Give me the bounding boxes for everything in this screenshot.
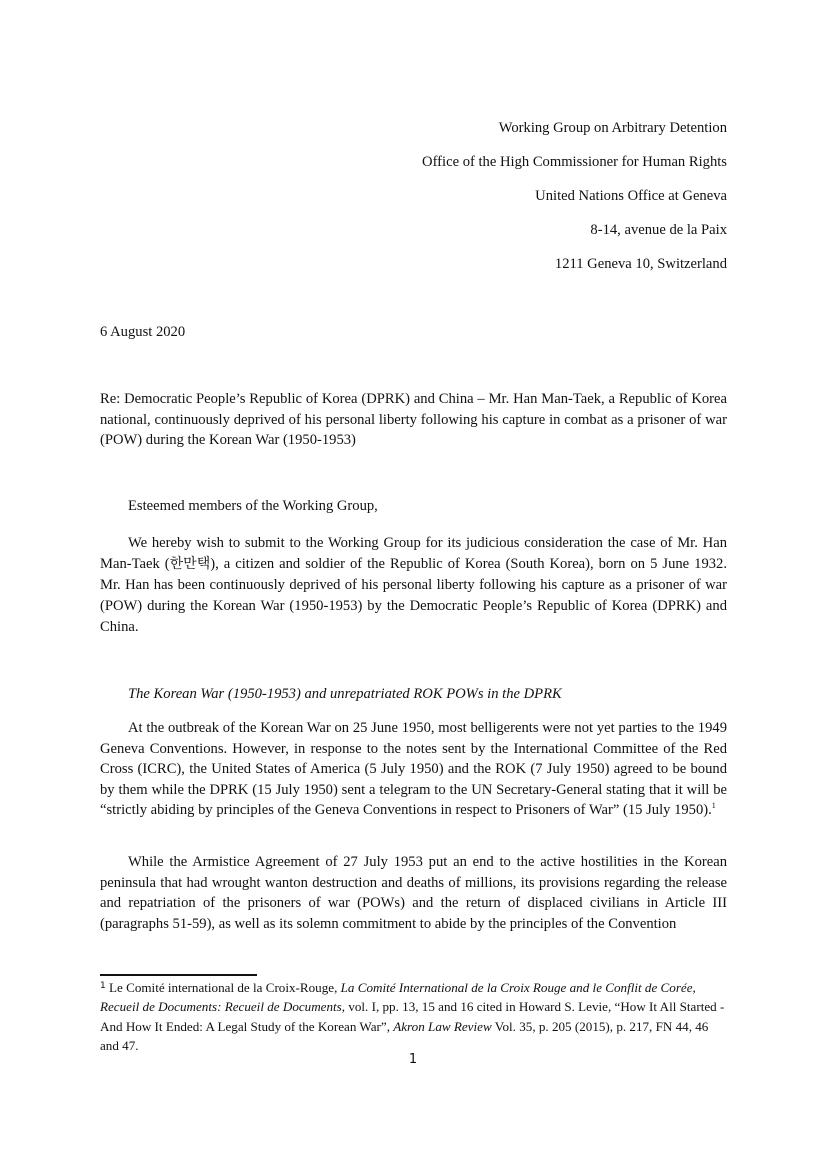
- recipient-line-4: 8-14, avenue de la Paix: [590, 222, 727, 238]
- section-heading: The Korean War (1950-1953) and unrepatriated ROK POWs in the DPRK: [128, 686, 562, 702]
- salutation: Esteemed members of the Working Group,: [128, 498, 378, 514]
- footnote-italic-title: La Comité International de la Croix Rouge and le Conflit de Corée, Recueil de Documents: Recueil de Documents: [100, 980, 696, 1015]
- korean-name: 한만택: [169, 555, 211, 572]
- footnote-1: [100, 978, 727, 1055]
- footnote-text-a: Le Comité international de la Croix-Rouge,: [105, 980, 341, 995]
- paragraph-1-text: At the outbreak of the Korean War on 25 June 1950, most belligerents were not yet parties to the 1949 Geneva Conventions. However, in response to the notes sent by the International Committee of the Red Cross (ICRC), the United States of America (5 July 1950) and the ROK (7 July 1950) agreed to be bound by them while the DPRK (15 July 1950) sent a telegram to the UN Secretary-General stating that it will be “strictly abiding by principles of the Geneva Conventions in respect to Prisoners of War” (15 July 1950).: [100, 720, 727, 819]
- recipient-line-3: United Nations Office at Geneva: [535, 188, 727, 204]
- paragraph-1: [100, 718, 727, 821]
- footnote-number: 1: [100, 981, 106, 991]
- intro-paragraph: [100, 533, 727, 638]
- recipient-line-2: Office of the High Commissioner for Human Rights: [422, 154, 727, 170]
- letter-date: 6 August 2020: [100, 324, 186, 340]
- page-number: 1: [408, 1052, 418, 1067]
- intro-text-part2: ), a citizen and soldier of the Republic of Korea (South Korea), born on 5 June 1932. Mr. Han has been continuously deprived of his personal liberty following his capture as a prisoner of war (POW) during the Korean War (1950-1953) by the Democratic People’s Republic of Korea (DPRK) and China.: [100, 555, 727, 635]
- footnote-text-b: , vol. I, pp. 13, 15 and 16 cited in Howard S. Levie, “How It All Started - And How It Ended: A Legal Study of the Korean War”,: [100, 999, 725, 1034]
- footnote-separator: [100, 974, 257, 976]
- recipient-line-1: Working Group on Arbitrary Detention: [498, 120, 727, 136]
- intro-text-part1: We hereby wish to submit to the Working Group for its judicious consideration the case of Mr. Han Man-Taek (: [100, 535, 727, 572]
- footnote-text-c: Vol. 35, p. 205 (2015), p. 217, FN 44, 46 and 47.: [100, 1018, 709, 1053]
- recipient-line-5: 1211 Geneva 10, Switzerland: [554, 256, 727, 272]
- paragraph-2: While the Armistice Agreement of 27 July 1953 put an end to the active hostilities in the Korean peninsula that had wrought wanton destruction and deaths of millions, its provisions regarding the release and repatriation of the prisoners of war (POWs) and the return of displaced civilians in Article III (paragraphs 51-59), as well as its solemn commitment to abide by the principles of the Convention: [100, 854, 727, 932]
- footnote-reference-1[interactable]: 1: [711, 801, 716, 811]
- subject-line: Re: Democratic People’s Republic of Korea (DPRK) and China – Mr. Han Man-Taek, a Republic of Korea national, continuously deprived of his personal liberty following his capture in combat as a prisoner of war (POW) during the Korean War (1950-1953): [100, 391, 727, 449]
- footnote-journal-title: Akron Law Review: [393, 1018, 492, 1034]
